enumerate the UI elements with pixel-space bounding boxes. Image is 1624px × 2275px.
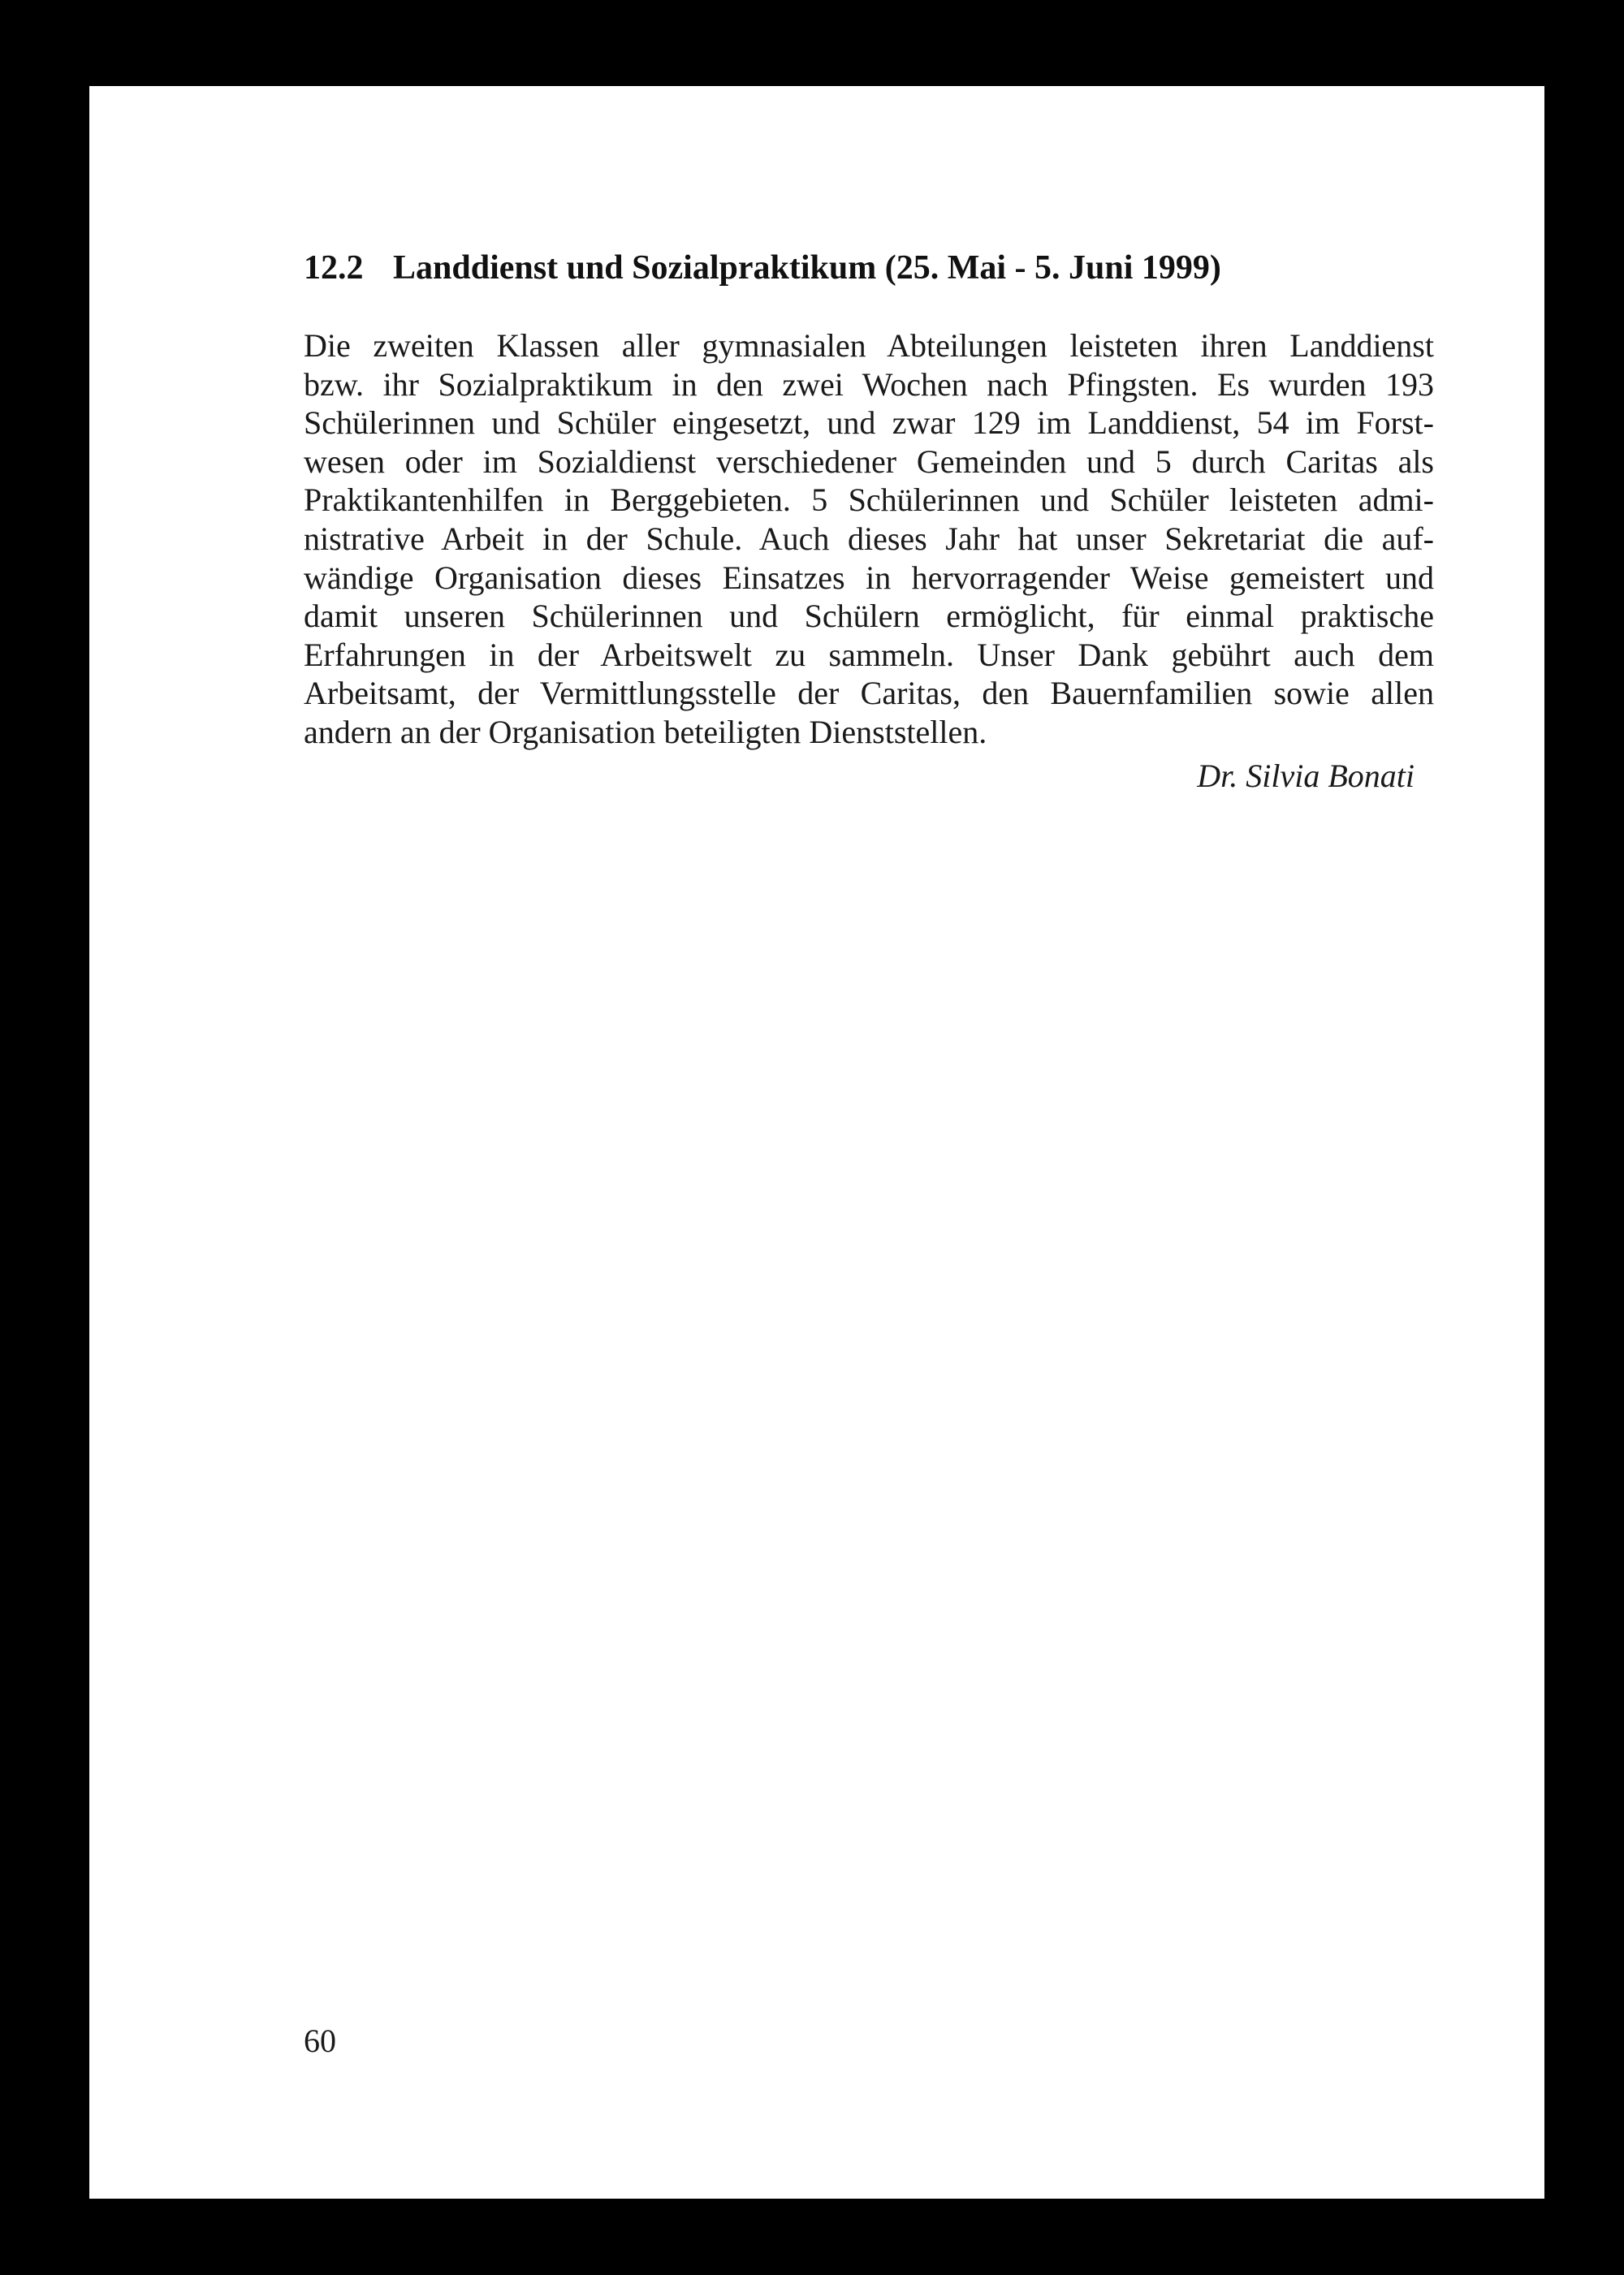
body-line: nistrative Arbeit in der Schule. Auch dieses Jahr hat unser Sekretariat die auf-	[304, 520, 1434, 557]
body-line: wesen oder im Sozialdienst verschiedener Gemeinden und 5 durch Caritas als	[304, 442, 1434, 480]
body-line: Arbeitsamt, der Vermittlungsstelle der Caritas, den Bauernfamilien sowie allen	[304, 675, 1434, 712]
body-line: bzw. ihr Sozialpraktikum in den zwei Wochen nach Pfingsten. Es wurden 193	[304, 365, 1434, 403]
body-paragraph	[304, 326, 1434, 752]
body-line: Praktikantenhilfen in Berggebieten. 5 Schülerinnen und Schüler leisteten admi-	[304, 481, 1434, 519]
body-line: Erfahrungen in der Arbeitswelt zu sammeln. Unser Dank gebührt auch dem	[304, 636, 1434, 673]
document-page	[89, 86, 1544, 2199]
page-number: 60	[304, 2022, 336, 2059]
body-line: Schülerinnen und Schüler eingesetzt, und zwar 129 im Landdienst, 54 im Forst-	[304, 404, 1434, 442]
section-title: Landdienst und Sozialpraktikum (25. Mai - 5. Juni 1999)	[393, 249, 1221, 287]
author-signature: Dr. Silvia Bonati	[1197, 758, 1415, 794]
body-line: wändige Organisation dieses Einsatzes in hervorragender Weise gemeistert und	[304, 559, 1434, 596]
body-line: andern an der Organisation beteiligten Dienststellen.	[304, 713, 987, 750]
body-line: Die zweiten Klassen aller gymnasialen Abteilungen leisteten ihren Landdienst	[304, 327, 1434, 364]
section-heading	[304, 247, 1221, 289]
section-number: 12.2	[304, 249, 364, 287]
body-line: damit unseren Schülerinnen und Schülern ermöglicht, für einmal praktische	[304, 598, 1434, 635]
